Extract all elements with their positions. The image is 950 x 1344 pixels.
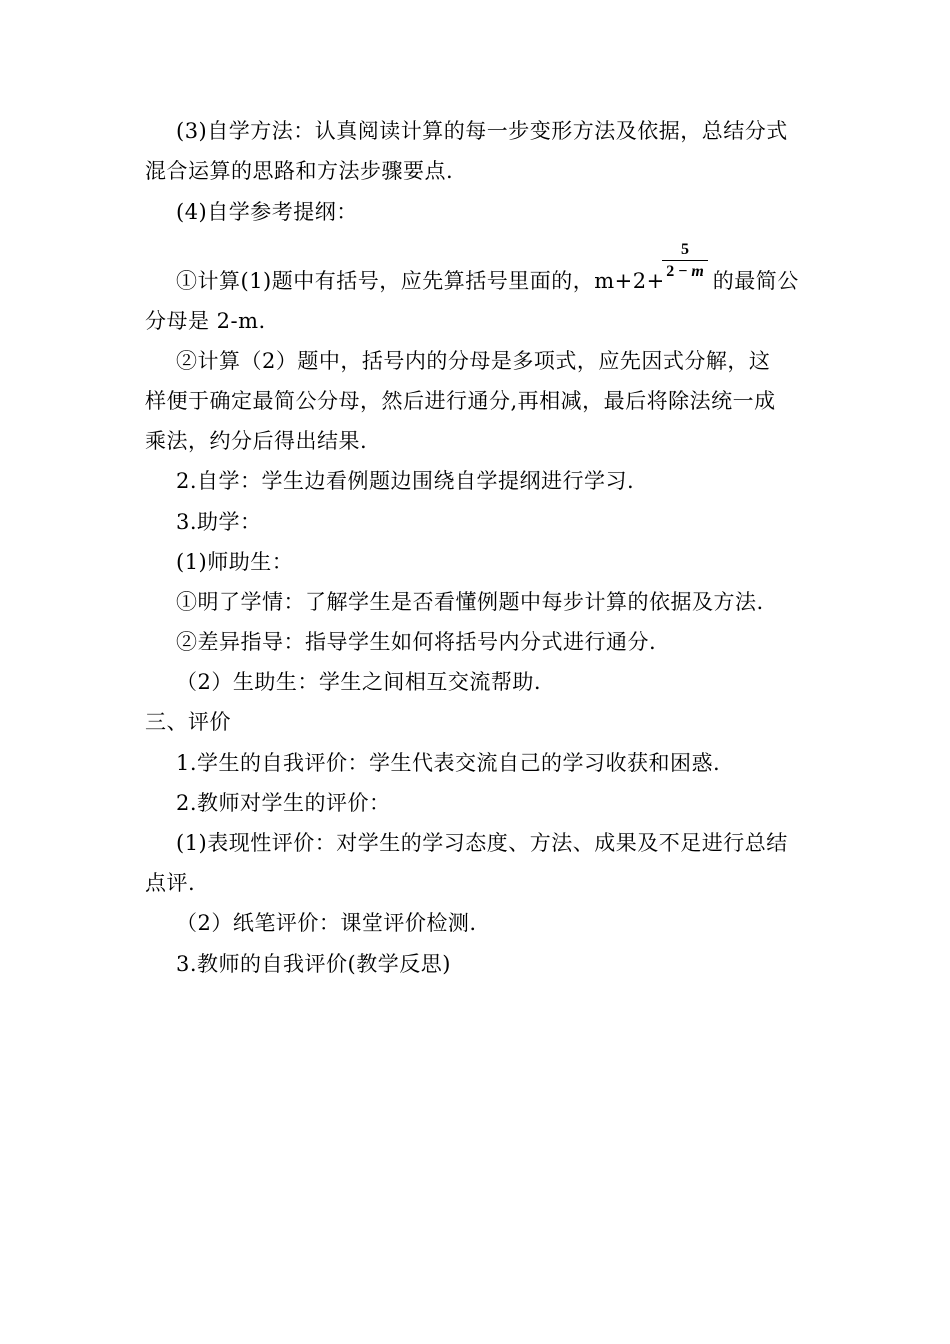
- paragraph-line: ②差异指导：指导学生如何将括号内分式进行通分.: [176, 630, 657, 654]
- text-segment: ①计算(1)题中有括号，应先算括号里面的，m+2+: [176, 269, 665, 293]
- paragraph-line: 3.助学：: [176, 510, 262, 534]
- denominator-variable: m: [691, 263, 704, 280]
- fraction-denominator: [662, 263, 708, 281]
- fraction-numerator: 5: [681, 241, 689, 258]
- paragraph-line: 乘法，约分后得出结果.: [145, 429, 368, 453]
- paragraph-line: ②计算（2）题中，括号内的分母是多项式，应先因式分解，这: [176, 349, 771, 373]
- paragraph-line: 分母是 2-m.: [145, 309, 266, 333]
- paragraph-line: (1)师助生：: [176, 550, 294, 574]
- paragraph-line: 2.教师对学生的评价：: [176, 791, 391, 815]
- fraction: [662, 241, 708, 285]
- paragraph-line: 点评.: [145, 871, 196, 895]
- denominator-constant: 2 −: [666, 263, 692, 280]
- paragraph-line: (3)自学方法：认真阅读计算的每一步变形方法及依据，总结分式: [176, 119, 788, 143]
- paragraph-line: （2）生助生：学生之间相互交流帮助.: [176, 670, 542, 694]
- paragraph-line: 2.自学：学生边看例题边围绕自学提纲进行学习.: [176, 469, 635, 493]
- paragraph-line: (1)表现性评价：对学生的学习态度、方法、成果及不足进行总结: [176, 831, 788, 855]
- paragraph-line: (4)自学参考提纲：: [176, 200, 358, 224]
- paragraph-line: （2）纸笔评价：课堂评价检测.: [176, 911, 477, 935]
- paragraph-line: ①明了学情：了解学生是否看懂例题中每步计算的依据及方法.: [176, 590, 764, 614]
- text-segment: 的最简公: [712, 269, 799, 293]
- section-heading: 三、评价: [145, 710, 231, 734]
- paragraph-line: 混合运算的思路和方法步骤要点.: [145, 159, 454, 183]
- paragraph-line: 1.学生的自我评价：学生代表交流自己的学习收获和困惑.: [176, 751, 721, 775]
- fraction-bar: [662, 260, 708, 261]
- paragraph-line: 样便于确定最简公分母，然后进行通分,再相减，最后将除法统一成: [145, 389, 776, 413]
- paragraph-line: 3.教师的自我评价(教学反思): [176, 952, 451, 976]
